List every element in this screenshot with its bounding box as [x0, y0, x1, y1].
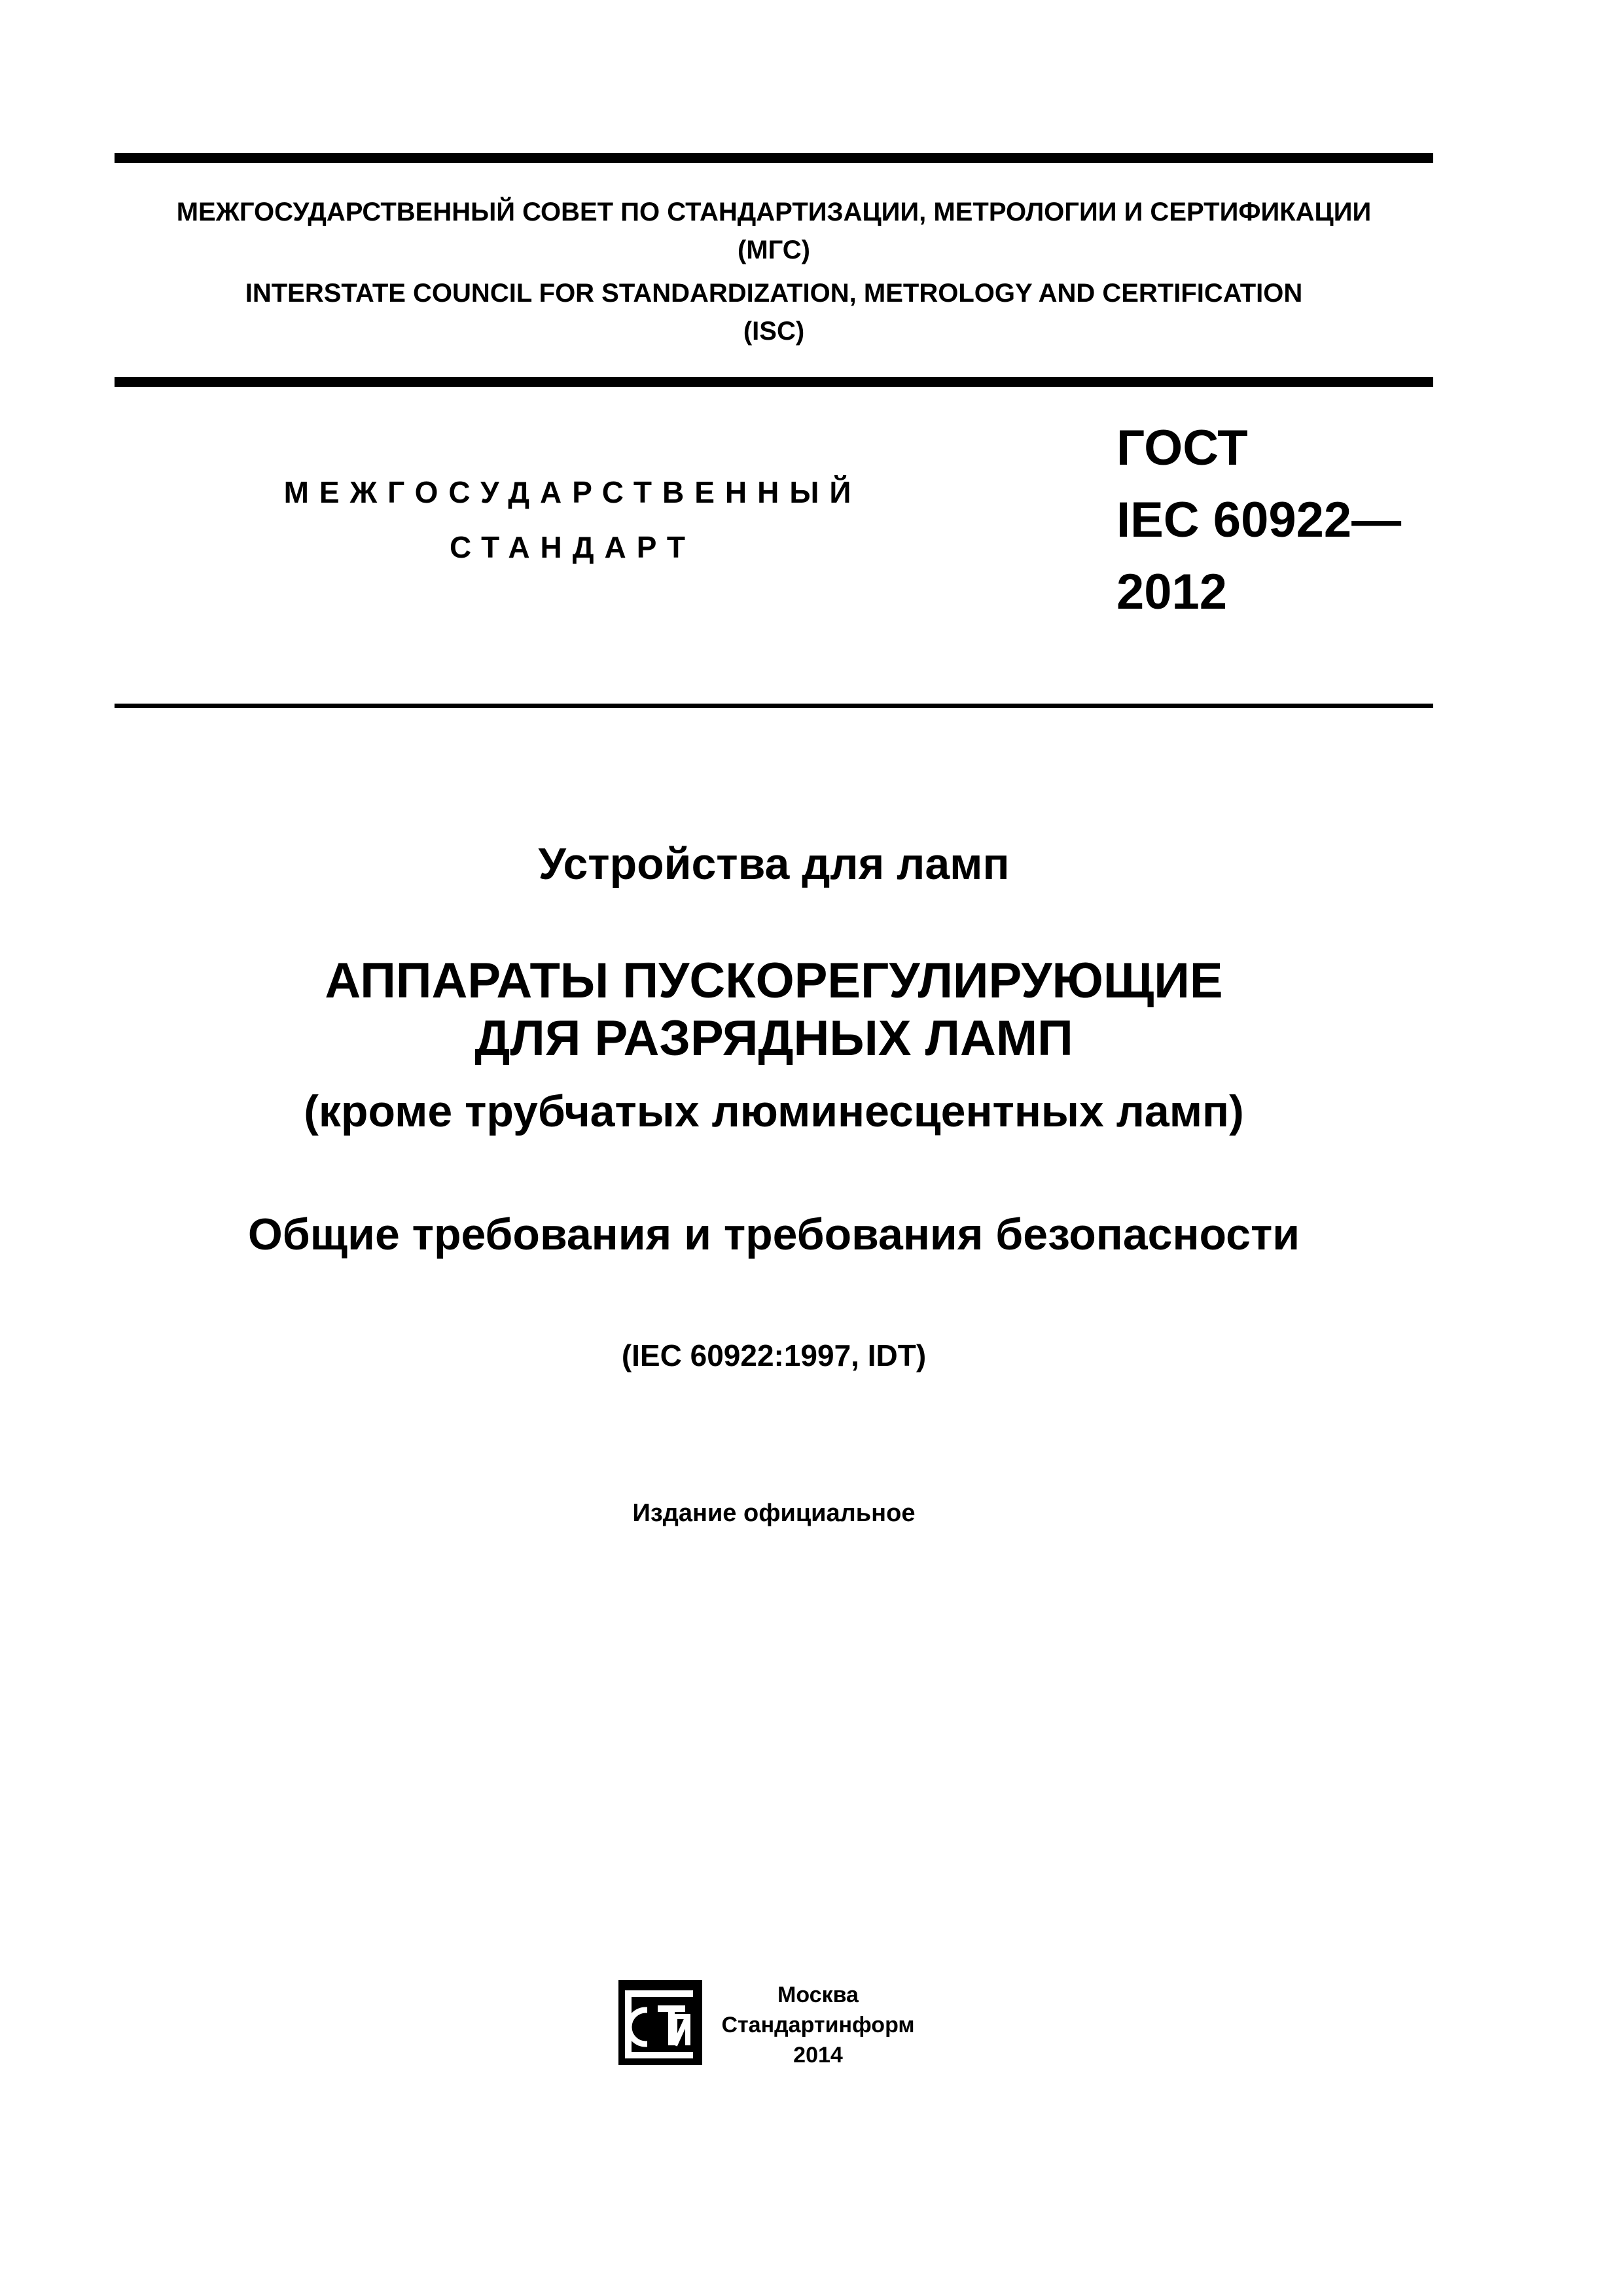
council-name-ru: МЕЖГОСУДАРСТВЕННЫЙ СОВЕТ ПО СТАНДАРТИЗАЦИИ, МЕТРОЛОГИИ И СЕРТИФИКАЦИИ	[176, 198, 1372, 226]
designation-year: 2012	[1116, 564, 1228, 620]
edition-label: Издание официальное	[632, 1499, 916, 1527]
council-name-en: INTERSTATE COUNCIL FOR STANDARDIZATION, METROLOGY AND CERTIFICATION	[245, 279, 1303, 308]
header-rule	[115, 377, 1433, 387]
standard-designation	[1116, 412, 1401, 628]
standard-kind-line2: СТАНДАРТ	[450, 530, 696, 564]
publisher-block	[720, 1980, 916, 2070]
publisher-name: Стандартинформ	[721, 2013, 915, 2037]
standard-kind-line1: МЕЖГОСУДАРСТВЕННЫЙ	[283, 475, 862, 509]
title-subtitle: (кроме трубчатых люминесцентных ламп)	[304, 1086, 1244, 1136]
designation-prefix: ГОСТ	[1116, 420, 1248, 476]
publisher-city: Москва	[777, 1982, 859, 2007]
reference-standard: (IEC 60922:1997, IDT)	[621, 1338, 927, 1372]
council-header	[115, 193, 1433, 350]
designation-rule	[115, 704, 1433, 708]
title-requirements: Общие требования и требования безопасности	[247, 1210, 1300, 1259]
council-abbr-en: (ISC)	[743, 317, 805, 346]
title-block	[115, 834, 1433, 1530]
title-group: Устройства для ламп	[538, 839, 1010, 889]
publisher-year: 2014	[793, 2043, 843, 2068]
standartinform-logo-icon	[618, 1980, 702, 2065]
designation-number: IEC 60922—	[1116, 492, 1402, 548]
title-main-line1: АППАРАТЫ ПУСКОРЕГУЛИРУЮЩИЕ	[325, 953, 1223, 1009]
council-abbr-ru: (МГС)	[738, 236, 810, 264]
top-rule	[115, 153, 1433, 163]
standard-kind	[196, 465, 949, 575]
title-main-line2: ДЛЯ РАЗРЯДНЫХ ЛАМП	[474, 1011, 1073, 1066]
